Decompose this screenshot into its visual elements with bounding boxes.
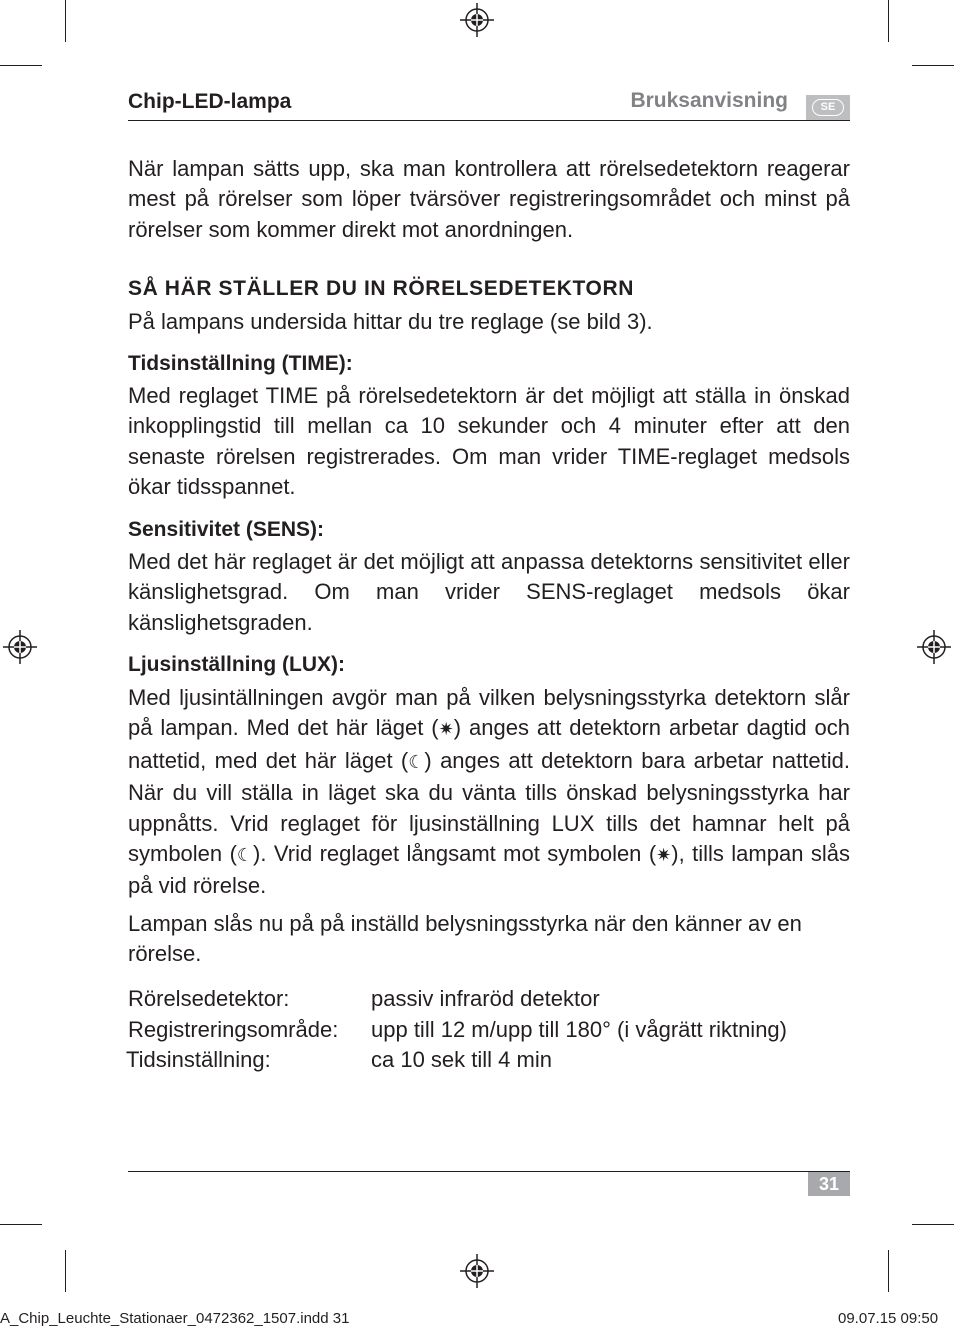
spec-value: upp till 12 m/upp till 180° (i vågrätt riktning) — [371, 1017, 787, 1042]
spec-label: Registreringsområde: — [128, 1017, 339, 1042]
time-text: Med reglaget TIME på rörelsedetektorn är det möjligt att ställa in önskad inkopplingstid till mellan ca 10 sekunder och 4 minuter efter att den senaste rörelsen registrerades. Om man vrider TIME-reglaget medsols ökar tidsspannet. — [128, 383, 850, 500]
closing-paragraph — [128, 909, 850, 970]
sens-heading: Sensitivitet (SENS): — [128, 518, 325, 541]
language-badge — [806, 95, 850, 120]
crop-mark — [912, 1224, 954, 1225]
spec-label: Tidsinställning: — [126, 1047, 271, 1072]
intro-text: När lampan sätts upp, ska man kontrollera att rörelsedetektorn reagerar mest på rörelser som löper tvärsöver registreringsområdet och minst på rörelser som kommer direkt mot anordningen. — [128, 156, 850, 242]
slug-timestamp: 09.07.15 09:50 — [838, 1310, 939, 1327]
sens-paragraph — [128, 547, 850, 638]
lux-text: Med ljusintällningen avgör man på vilken belysningsstyrka detektorn slår på lampan. Med det här läget (✷) anges att detektorn arbetar dagtid och nattetid, med det här läget (☾) anges att detektorn bara arbetar nattetid. När du vill ställa in läget ska du vänta tills önskad belysningsstyrka har uppnåtts. Vrid reglaget för ljusinställning LUX tills det hamnar helt på symbolen (☾). Vrid reglaget långsamt mot symbolen (✷), tills lampan slås på vid rörelse. — [128, 685, 850, 899]
moon-icon: ☾ — [408, 751, 425, 773]
registration-mark-icon — [917, 630, 951, 664]
sens-text: Med det här reglaget är det möjligt att anpassa detektorns sensitivitet eller känslighetsgrad. Om man vrider SENS-reglaget medsols ökar känslighetsgraden. — [128, 549, 850, 635]
spec-value: ca 10 sek till 4 min — [371, 1047, 552, 1072]
sun-icon: ✷ — [656, 845, 672, 867]
registration-mark-icon — [460, 3, 494, 37]
section-title: Bruksanvisning — [630, 89, 788, 112]
setup-paragraph — [128, 307, 850, 337]
running-header — [128, 88, 850, 121]
spec-label: Rörelsedetektor: — [128, 986, 290, 1011]
page-number: 31 — [808, 1172, 850, 1196]
crop-mark — [0, 1224, 42, 1225]
closing-text: Lampan slås nu på på inställd belysningsstyrka när den känner av en rörelse. — [128, 911, 802, 967]
crop-mark — [888, 1250, 889, 1292]
setup-text: På lampans undersida hittar du tre reglage (se bild 3). — [128, 309, 653, 334]
slug-filename: A_Chip_Leuchte_Stationaer_0472362_1507.indd 31 — [0, 1310, 350, 1327]
spec-value: passiv infraröd detektor — [371, 986, 600, 1011]
language-code: SE — [812, 99, 844, 116]
time-paragraph — [128, 381, 850, 503]
registration-mark-icon — [3, 630, 37, 664]
product-name: Chip-LED-lampa — [128, 90, 292, 113]
crop-mark — [0, 65, 42, 66]
crop-mark — [912, 65, 954, 66]
moon-icon: ☾ — [236, 845, 254, 867]
lux-paragraph — [128, 683, 850, 902]
time-heading: Tidsinställning (TIME): — [128, 352, 353, 375]
crop-mark — [888, 0, 889, 42]
crop-mark — [65, 1250, 66, 1292]
footer-rule — [128, 1171, 850, 1172]
lux-heading: Ljusinställning (LUX): — [128, 653, 345, 676]
intro-paragraph — [128, 154, 850, 245]
setup-heading: SÅ HÄR STÄLLER DU IN RÖRELSEDETEKTORN — [128, 277, 634, 300]
crop-mark — [65, 0, 66, 42]
registration-mark-icon — [460, 1254, 494, 1288]
sun-icon: ✷ — [438, 719, 454, 741]
